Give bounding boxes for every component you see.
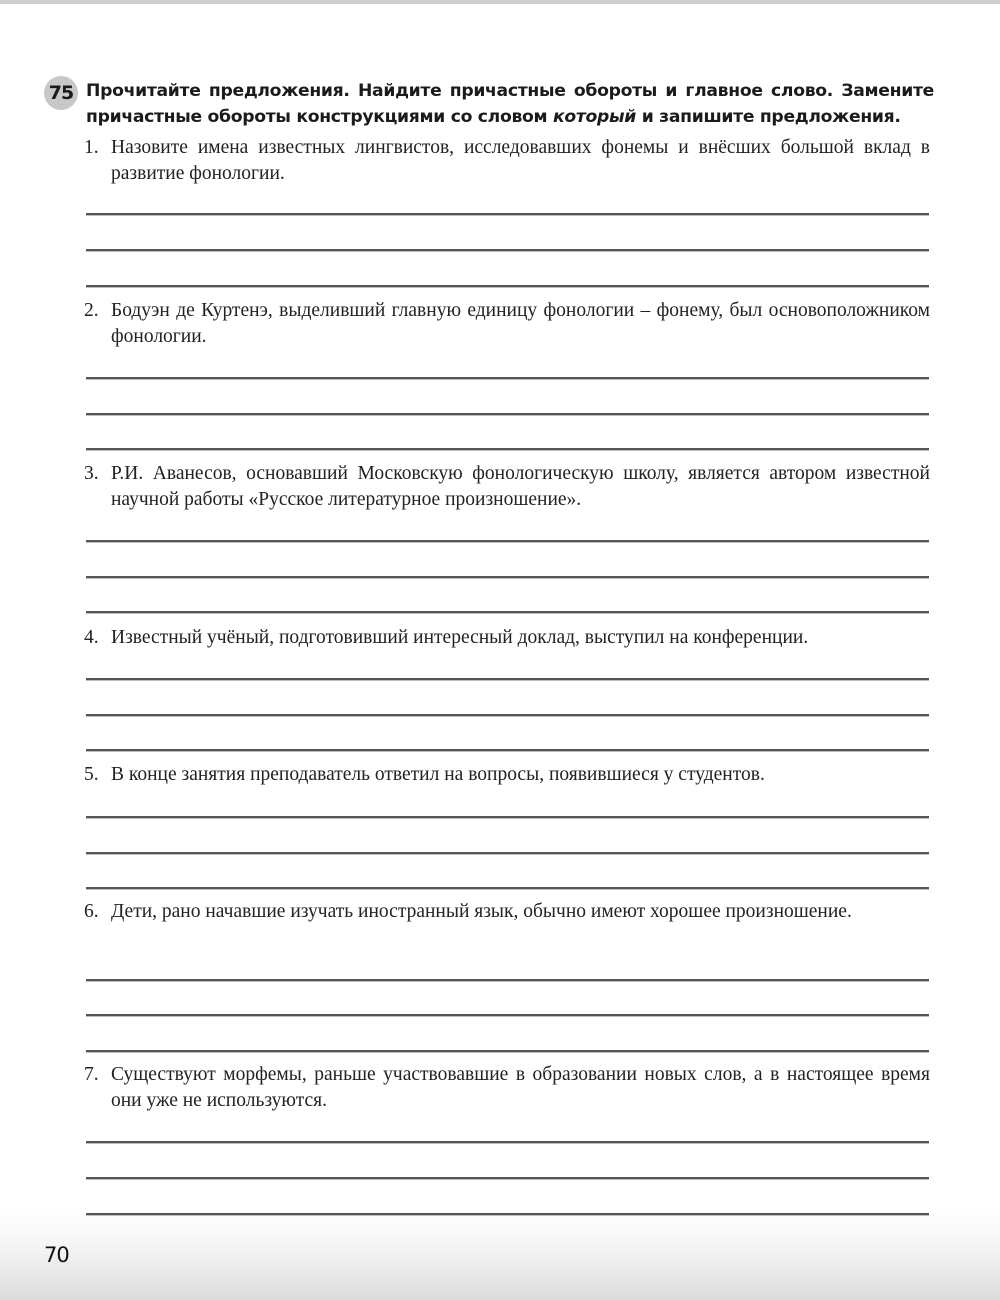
item-text: Р.И. Аванесов, основавший Московскую фонологическую школу, является автором известной научной работы «Русское литературное произношение». bbox=[111, 463, 930, 510]
item-number: 3. bbox=[84, 463, 99, 484]
answer-line[interactable] bbox=[86, 285, 929, 287]
item-text: Бодуэн де Куртенэ, выделивший главную единицу фонологии – фонему, был основоположником фонологии. bbox=[111, 300, 930, 347]
answer-line[interactable] bbox=[86, 1177, 929, 1179]
item-text: Дети, рано начавшие изучать иностранный язык, обычно имеют хорошее произношение. bbox=[111, 901, 852, 922]
item-text: Известный учёный, подготовивший интересный доклад, выступил на конференции. bbox=[111, 627, 809, 648]
answer-line[interactable] bbox=[86, 249, 929, 251]
answer-line[interactable] bbox=[86, 816, 929, 818]
answer-line[interactable] bbox=[86, 678, 929, 680]
answer-line[interactable] bbox=[86, 540, 929, 542]
answer-line[interactable] bbox=[86, 576, 929, 578]
item-number: 4. bbox=[84, 627, 99, 648]
instruction-text: Прочитайте предложения. Найдите причастные обороты и главное слово. Замените причастные обороты конструкциями со словом bbox=[86, 81, 934, 127]
item-number: 2. bbox=[84, 300, 99, 321]
item-text: Существуют морфемы, раньше участвовавшие в образовании новых слов, а в настоящее время они уже не используются. bbox=[111, 1064, 930, 1111]
answer-line[interactable] bbox=[86, 749, 929, 751]
answer-line[interactable] bbox=[86, 1141, 929, 1143]
answer-line[interactable] bbox=[86, 852, 929, 854]
answer-line[interactable] bbox=[86, 611, 929, 613]
exercise-item bbox=[84, 762, 930, 788]
answer-line[interactable] bbox=[86, 377, 929, 379]
answer-line[interactable] bbox=[86, 213, 929, 215]
item-text: Назовите имена известных лингвистов, исследовавших фонемы и внёсших большой вклад в развитие фонологии. bbox=[111, 137, 930, 184]
instruction-italic-word: который bbox=[553, 107, 637, 127]
answer-line[interactable] bbox=[86, 1050, 929, 1052]
instruction-text-end: и запишите предложения. bbox=[636, 107, 901, 127]
answer-line[interactable] bbox=[86, 887, 929, 889]
item-number: 5. bbox=[84, 764, 99, 785]
exercise-item bbox=[84, 899, 930, 925]
answer-line[interactable] bbox=[86, 448, 929, 450]
exercise-item bbox=[84, 1062, 930, 1114]
item-number: 6. bbox=[84, 901, 99, 922]
answer-line[interactable] bbox=[86, 714, 929, 716]
task-number-badge: 75 bbox=[44, 76, 78, 110]
answer-line[interactable] bbox=[86, 1014, 929, 1016]
exercise-item bbox=[84, 135, 930, 187]
task-instruction bbox=[86, 78, 934, 130]
answer-line[interactable] bbox=[86, 1213, 929, 1215]
page-number: 70 bbox=[44, 1243, 69, 1267]
exercise-item bbox=[84, 461, 930, 513]
item-text: В конце занятия преподаватель ответил на вопросы, появившиеся у студентов. bbox=[111, 764, 765, 785]
exercise-item bbox=[84, 625, 930, 651]
item-number: 1. bbox=[84, 137, 99, 158]
item-number: 7. bbox=[84, 1064, 99, 1085]
exercise-item bbox=[84, 298, 930, 350]
answer-line[interactable] bbox=[86, 979, 929, 981]
answer-line[interactable] bbox=[86, 413, 929, 415]
